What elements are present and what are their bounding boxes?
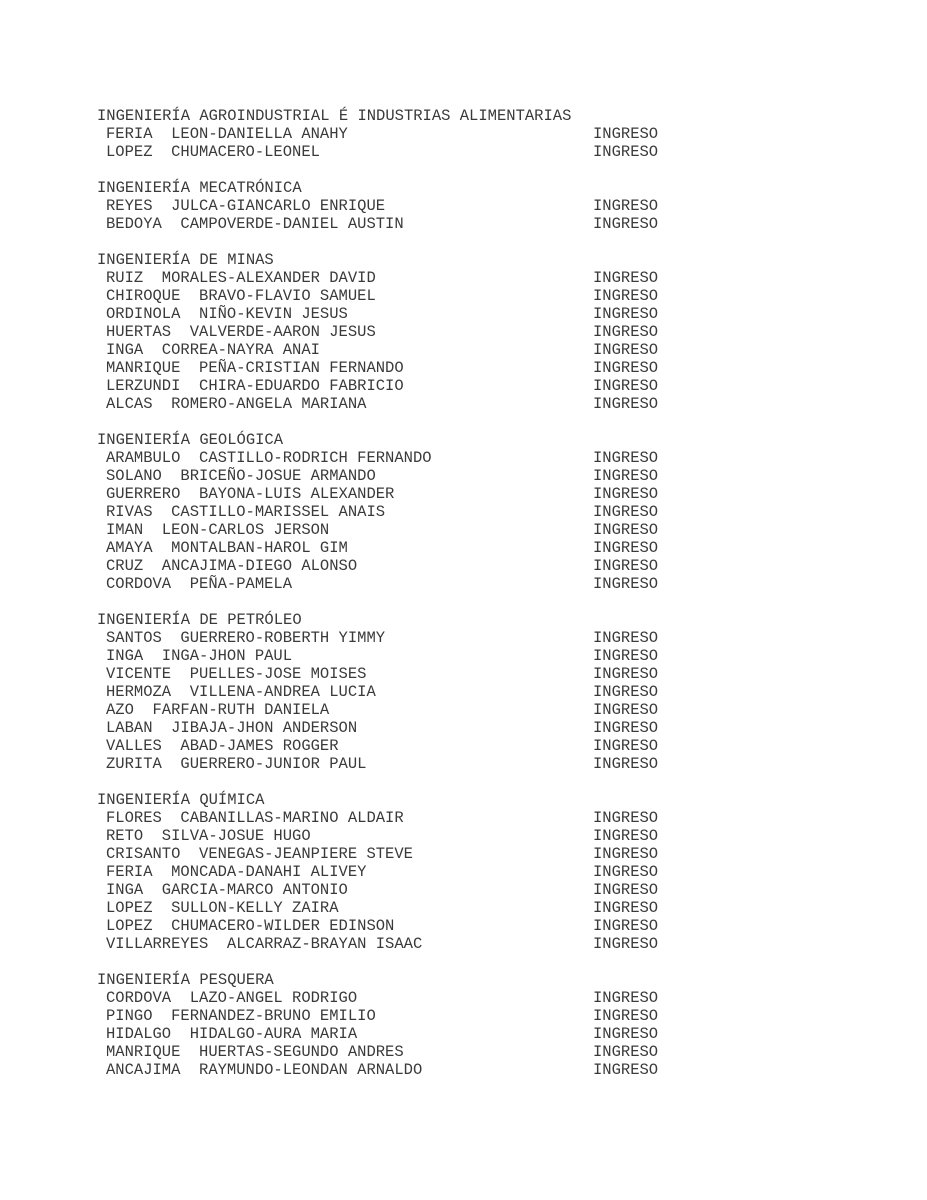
admission-status: INGRESO bbox=[593, 143, 659, 161]
admission-status: INGRESO bbox=[593, 737, 659, 755]
program-section bbox=[97, 107, 697, 161]
student-row bbox=[97, 1061, 697, 1079]
admission-status: INGRESO bbox=[593, 755, 659, 773]
admission-status: INGRESO bbox=[593, 377, 659, 395]
student-row bbox=[97, 557, 697, 575]
student-name: LABAN JIBAJA-JHON ANDERSON bbox=[106, 719, 358, 737]
student-row bbox=[97, 881, 697, 899]
student-name: MANRIQUE PEÑA-CRISTIAN FERNANDO bbox=[106, 359, 404, 377]
admission-status: INGRESO bbox=[593, 323, 659, 341]
student-name: FERIA MONCADA-DANAHI ALIVEY bbox=[106, 863, 367, 881]
student-name: SANTOS GUERRERO-ROBERTH YIMMY bbox=[106, 629, 386, 647]
program-title: INGENIERÍA PESQUERA bbox=[97, 971, 274, 989]
admission-status: INGRESO bbox=[593, 989, 659, 1007]
student-row bbox=[97, 305, 697, 323]
student-row bbox=[97, 287, 697, 305]
admission-status: INGRESO bbox=[593, 395, 659, 413]
student-name: VICENTE PUELLES-JOSE MOISES bbox=[106, 665, 367, 683]
admission-status: INGRESO bbox=[593, 305, 659, 323]
student-row bbox=[97, 917, 697, 935]
student-name: HIDALGO HIDALGO-AURA MARIA bbox=[106, 1025, 358, 1043]
admission-status: INGRESO bbox=[593, 197, 659, 215]
student-name: RETO SILVA-JOSUE HUGO bbox=[106, 827, 311, 845]
student-name: LOPEZ SULLON-KELLY ZAIRA bbox=[106, 899, 339, 917]
admission-status: INGRESO bbox=[593, 683, 659, 701]
student-name: RUIZ MORALES-ALEXANDER DAVID bbox=[106, 269, 376, 287]
student-row bbox=[97, 215, 697, 233]
program-title: INGENIERÍA GEOLÓGICA bbox=[97, 431, 284, 449]
student-row bbox=[97, 359, 697, 377]
admission-status: INGRESO bbox=[593, 935, 659, 953]
student-name: AMAYA MONTALBAN-HAROL GIM bbox=[106, 539, 348, 557]
student-row bbox=[97, 1025, 697, 1043]
admission-status: INGRESO bbox=[593, 1007, 659, 1025]
program-title: INGENIERÍA DE MINAS bbox=[97, 251, 274, 269]
admission-status: INGRESO bbox=[593, 827, 659, 845]
student-row bbox=[97, 143, 697, 161]
admission-status: INGRESO bbox=[593, 719, 659, 737]
admission-status: INGRESO bbox=[593, 665, 659, 683]
student-name: RIVAS CASTILLO-MARISSEL ANAIS bbox=[106, 503, 386, 521]
admission-list bbox=[97, 107, 697, 1097]
student-name: MANRIQUE HUERTAS-SEGUNDO ANDRES bbox=[106, 1043, 404, 1061]
student-name: FERIA LEON-DANIELLA ANAHY bbox=[106, 125, 348, 143]
student-name: INGA GARCIA-MARCO ANTONIO bbox=[106, 881, 348, 899]
student-name: INGA INGA-JHON PAUL bbox=[106, 647, 293, 665]
student-row bbox=[97, 125, 697, 143]
student-row bbox=[97, 701, 697, 719]
student-row bbox=[97, 449, 697, 467]
program-title: INGENIERÍA MECATRÓNICA bbox=[97, 179, 302, 197]
student-name: CHIROQUE BRAVO-FLAVIO SAMUEL bbox=[106, 287, 376, 305]
admission-status: INGRESO bbox=[593, 647, 659, 665]
student-row bbox=[97, 197, 697, 215]
admission-status: INGRESO bbox=[593, 899, 659, 917]
student-name: REYES JULCA-GIANCARLO ENRIQUE bbox=[106, 197, 386, 215]
program-title: INGENIERÍA DE PETRÓLEO bbox=[97, 611, 302, 629]
student-row bbox=[97, 647, 697, 665]
admission-status: INGRESO bbox=[593, 359, 659, 377]
student-name: GUERRERO BAYONA-LUIS ALEXANDER bbox=[106, 485, 395, 503]
student-name: VALLES ABAD-JAMES ROGGER bbox=[106, 737, 339, 755]
student-name: LOPEZ CHUMACERO-LEONEL bbox=[106, 143, 320, 161]
student-row bbox=[97, 845, 697, 863]
admission-status: INGRESO bbox=[593, 701, 659, 719]
student-row bbox=[97, 269, 697, 287]
admission-status: INGRESO bbox=[593, 521, 659, 539]
student-row bbox=[97, 809, 697, 827]
student-row bbox=[97, 1007, 697, 1025]
admission-status: INGRESO bbox=[593, 341, 659, 359]
admission-status: INGRESO bbox=[593, 269, 659, 287]
student-name: ARAMBULO CASTILLO-RODRICH FERNANDO bbox=[106, 449, 432, 467]
program-section bbox=[97, 179, 697, 233]
student-name: ORDINOLA NIÑO-KEVIN JESUS bbox=[106, 305, 348, 323]
student-row bbox=[97, 629, 697, 647]
student-row bbox=[97, 737, 697, 755]
student-row bbox=[97, 377, 697, 395]
student-name: ZURITA GUERRERO-JUNIOR PAUL bbox=[106, 755, 367, 773]
admission-status: INGRESO bbox=[593, 287, 659, 305]
student-name: VILLARREYES ALCARRAZ-BRAYAN ISAAC bbox=[106, 935, 423, 953]
student-name: HUERTAS VALVERDE-AARON JESUS bbox=[106, 323, 376, 341]
student-row bbox=[97, 665, 697, 683]
admission-status: INGRESO bbox=[593, 215, 659, 233]
student-row bbox=[97, 485, 697, 503]
admission-status: INGRESO bbox=[593, 1043, 659, 1061]
student-name: BEDOYA CAMPOVERDE-DANIEL AUSTIN bbox=[106, 215, 404, 233]
student-row bbox=[97, 575, 697, 593]
student-row bbox=[97, 323, 697, 341]
student-name: LOPEZ CHUMACERO-WILDER EDINSON bbox=[106, 917, 395, 935]
student-name: HERMOZA VILLENA-ANDREA LUCIA bbox=[106, 683, 376, 701]
program-section bbox=[97, 251, 697, 413]
student-name: INGA CORREA-NAYRA ANAI bbox=[106, 341, 320, 359]
admission-status: INGRESO bbox=[593, 881, 659, 899]
student-name: CRUZ ANCAJIMA-DIEGO ALONSO bbox=[106, 557, 358, 575]
student-name: AZO FARFAN-RUTH DANIELA bbox=[106, 701, 330, 719]
student-row bbox=[97, 1043, 697, 1061]
student-name: SOLANO BRICEÑO-JOSUE ARMANDO bbox=[106, 467, 376, 485]
student-row bbox=[97, 539, 697, 557]
student-name: CRISANTO VENEGAS-JEANPIERE STEVE bbox=[106, 845, 413, 863]
admission-status: INGRESO bbox=[593, 575, 659, 593]
program-title: INGENIERÍA QUÍMICA bbox=[97, 791, 265, 809]
program-section bbox=[97, 791, 697, 953]
admission-status: INGRESO bbox=[593, 845, 659, 863]
admission-status: INGRESO bbox=[593, 449, 659, 467]
program-title: INGENIERÍA AGROINDUSTRIAL É INDUSTRIAS ALIMENTARIAS bbox=[97, 107, 572, 125]
student-name: ALCAS ROMERO-ANGELA MARIANA bbox=[106, 395, 367, 413]
student-row bbox=[97, 899, 697, 917]
admission-status: INGRESO bbox=[593, 863, 659, 881]
student-row bbox=[97, 989, 697, 1007]
admission-status: INGRESO bbox=[593, 485, 659, 503]
admission-status: INGRESO bbox=[593, 125, 659, 143]
student-row bbox=[97, 755, 697, 773]
student-name: IMAN LEON-CARLOS JERSON bbox=[106, 521, 330, 539]
student-name: ANCAJIMA RAYMUNDO-LEONDAN ARNALDO bbox=[106, 1061, 423, 1079]
student-row bbox=[97, 521, 697, 539]
student-row bbox=[97, 935, 697, 953]
program-section bbox=[97, 611, 697, 773]
admission-status: INGRESO bbox=[593, 629, 659, 647]
student-row bbox=[97, 503, 697, 521]
program-section bbox=[97, 431, 697, 593]
student-name: PINGO FERNANDEZ-BRUNO EMILIO bbox=[106, 1007, 376, 1025]
student-name: FLORES CABANILLAS-MARINO ALDAIR bbox=[106, 809, 404, 827]
admission-status: INGRESO bbox=[593, 467, 659, 485]
admission-status: INGRESO bbox=[593, 1025, 659, 1043]
student-row bbox=[97, 341, 697, 359]
student-name: LERZUNDI CHIRA-EDUARDO FABRICIO bbox=[106, 377, 404, 395]
student-row bbox=[97, 683, 697, 701]
admission-status: INGRESO bbox=[593, 1061, 659, 1079]
admission-status: INGRESO bbox=[593, 917, 659, 935]
student-row bbox=[97, 719, 697, 737]
student-name: CORDOVA PEÑA-PAMELA bbox=[106, 575, 293, 593]
student-row bbox=[97, 467, 697, 485]
admission-status: INGRESO bbox=[593, 809, 659, 827]
admission-status: INGRESO bbox=[593, 557, 659, 575]
admission-status: INGRESO bbox=[593, 503, 659, 521]
student-name: CORDOVA LAZO-ANGEL RODRIGO bbox=[106, 989, 358, 1007]
program-section bbox=[97, 971, 697, 1079]
student-row bbox=[97, 827, 697, 845]
student-row bbox=[97, 863, 697, 881]
student-row bbox=[97, 395, 697, 413]
admission-status: INGRESO bbox=[593, 539, 659, 557]
